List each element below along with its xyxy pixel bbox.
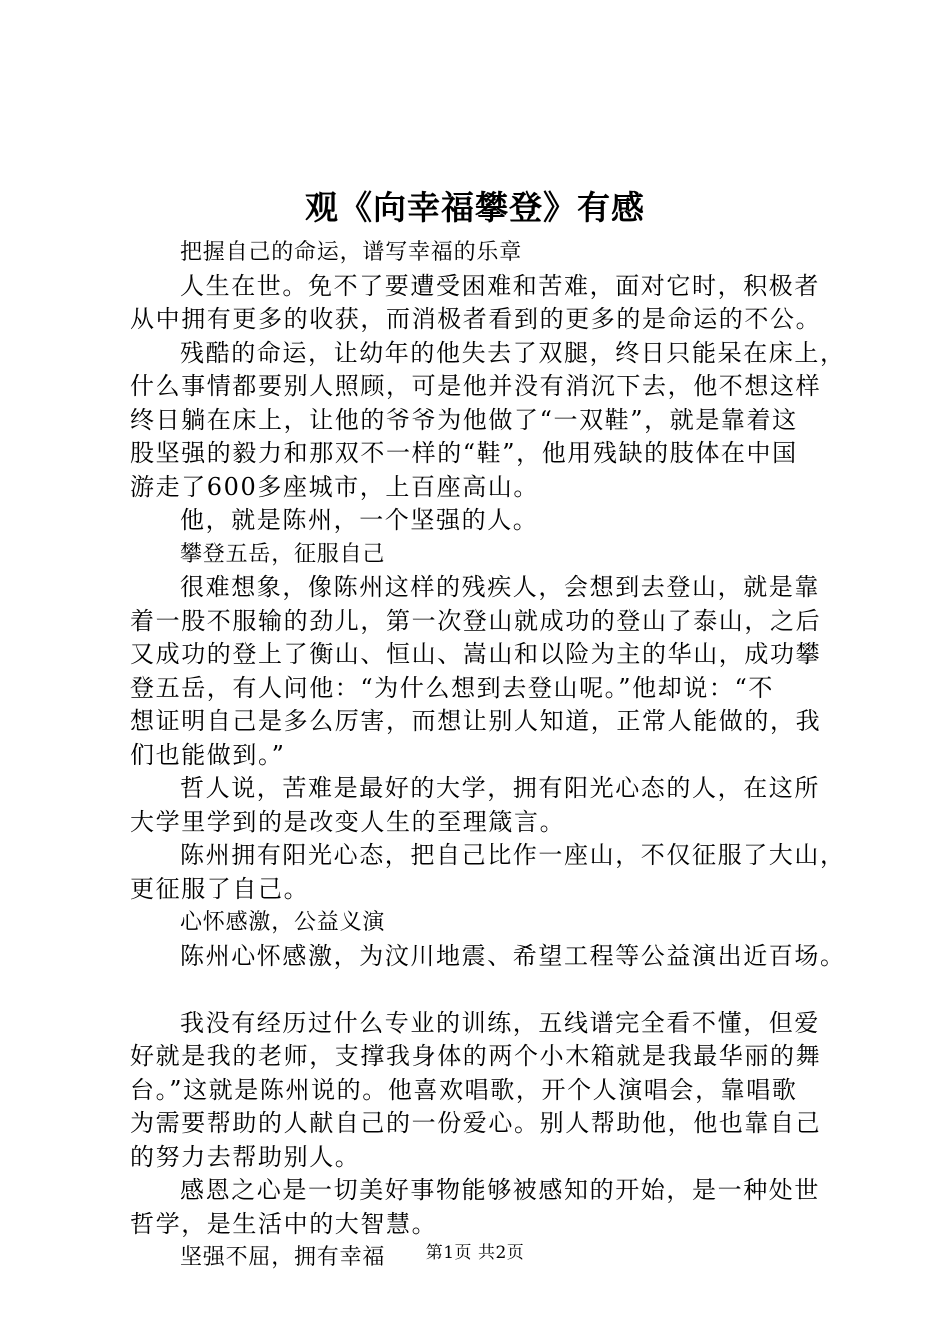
paragraph-line: 登五岳，有人问他：“为什么想到去登山呢。”他却说：“不 bbox=[130, 673, 775, 702]
paragraph-line: 想证明自己是多么厉害，而想让别人知道，正常人能做的，我 bbox=[130, 707, 822, 735]
paragraph-line: 的努力去帮助别人。 bbox=[130, 1142, 361, 1171]
section-heading: 坚强不屈，拥有幸福 bbox=[180, 1245, 386, 1270]
paragraph-line: 大学里学到的是改变人生的至理箴言。 bbox=[130, 807, 566, 836]
section-heading: 心怀感激，公益义演 bbox=[180, 910, 386, 935]
paragraph-line: 他，就是陈州，一个坚强的人。 bbox=[180, 506, 539, 534]
document-body bbox=[130, 236, 846, 1275]
page-footer: 第1页 共2页 bbox=[425, 1243, 525, 1263]
paragraph-line: 更征服了自己。 bbox=[130, 874, 310, 903]
blank-line bbox=[130, 973, 830, 1007]
paragraph-line: 我没有经历过什么专业的训练，五线谱完全看不懂，但爱 bbox=[180, 1008, 820, 1037]
paragraph-line: 什么事情都要别人照顾，可是他并没有消沉下去，他不想这样 bbox=[130, 372, 822, 400]
paragraph-line: 哲人说，苦难是最好的大学，拥有阳光心态的人，在这所 bbox=[180, 774, 820, 802]
paragraph-line: 又成功的登上了衡山、恒山、嵩山和以险为主的华山，成功攀 bbox=[130, 640, 822, 668]
section-heading: 攀登五岳，征服自己 bbox=[180, 541, 386, 567]
paragraph-line: 好就是我的老师，支撑我身体的两个小木箱就是我最华丽的舞 bbox=[130, 1042, 822, 1070]
paragraph-line: 股坚强的毅力和那双不一样的“鞋”，他用残缺的肢体在中国 bbox=[130, 439, 798, 467]
paragraph-line: 感恩之心是一切美好事物能够被感知的开始，是一种处世 bbox=[180, 1176, 820, 1204]
paragraph-line: 终日躺在床上，让他的爷爷为他做了“一双鞋”，就是靠着这 bbox=[130, 405, 798, 434]
paragraph-line: 游走了600多座城市，上百座高山。 bbox=[130, 472, 540, 501]
paragraph-line: 陈州拥有阳光心态，把自己比作一座山，不仅征服了大山， bbox=[180, 841, 846, 869]
paragraph-line: 着一股不服输的劲儿，第一次登山就成功的登山了泰山，之后 bbox=[130, 606, 822, 635]
paragraph-line: 从中拥有更多的收获，而消极者看到的更多的是命运的不公。 bbox=[130, 305, 822, 333]
paragraph-line: 台。”这就是陈州说的。他喜欢唱歌，开个人演唱会，靠唱歌 bbox=[130, 1075, 798, 1104]
paragraph-line: 为需要帮助的人献自己的一份爱心。别人帮助他，他也靠自己 bbox=[130, 1109, 822, 1137]
paragraph-line: 很难想象，像陈州这样的残疾人，会想到去登山，就是靠 bbox=[180, 573, 820, 601]
paragraph-line: 哲学，是生活中的大智慧。 bbox=[130, 1209, 438, 1238]
paragraph-line: 残酷的命运，让幼年的他失去了双腿，终日只能呆在床上， bbox=[180, 338, 846, 367]
section-heading: 把握自己的命运，谱写幸福的乐章 bbox=[180, 240, 523, 265]
paragraph-line: 陈州心怀感激，为汶川地震、希望工程等公益演出近百场。 bbox=[180, 941, 846, 970]
paragraph-line: 人生在世。免不了要遭受困难和苦难，面对它时，积极者 bbox=[180, 271, 820, 300]
document-title: 观《向幸福攀登》有感 bbox=[305, 188, 645, 227]
paragraph-line: 们也能做到。” bbox=[130, 740, 286, 769]
